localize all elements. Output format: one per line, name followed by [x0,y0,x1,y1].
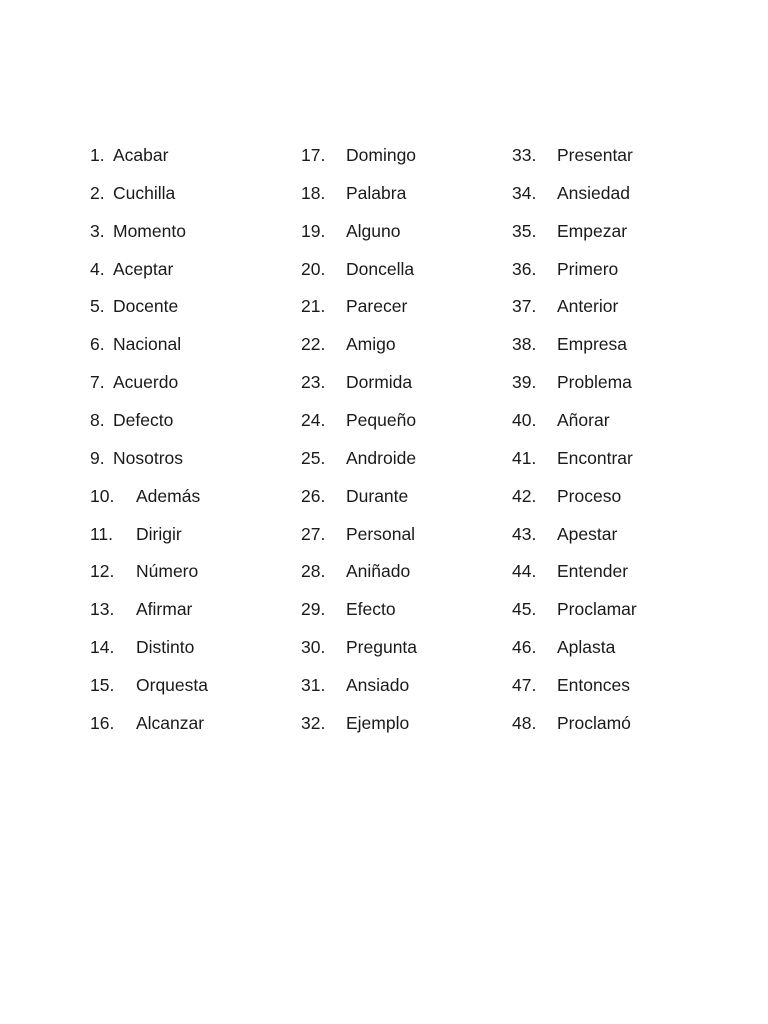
item-number: 38. [512,334,537,355]
item-word: Problema [557,372,632,393]
item-number: 41. [512,447,537,468]
item-number: 10. [90,485,115,506]
item-word: Docente [113,296,179,317]
item-number: 28. [301,561,326,582]
item-number: 39. [512,372,537,393]
item-number: 36. [512,258,537,279]
item-word: Afirmar [136,599,193,620]
item-word: Número [136,561,199,582]
item-number: 24. [301,410,326,431]
item-number: 37. [512,296,537,317]
item-number: 13. [90,599,115,620]
item-number: 20. [301,258,326,279]
item-word: Proclamar [557,599,637,620]
item-word: Proceso [557,485,622,506]
item-number: 15. [90,675,115,696]
item-word: Dormida [346,372,413,393]
item-word: Ansiedad [557,182,630,203]
item-number: 1. [90,145,105,165]
item-number: 34. [512,182,537,203]
item-word: Pequeño [346,410,417,431]
item-word: Acabar [113,145,169,165]
item-word: Encontrar [557,447,633,468]
item-number: 8. [90,410,105,431]
item-number: 7. [90,372,105,393]
item-word: Domingo [346,145,417,165]
item-word: Primero [557,258,619,279]
item-number: 27. [301,523,326,544]
item-number: 30. [301,637,326,658]
item-word: Nosotros [113,447,184,468]
item-number: 29. [301,599,326,620]
item-number: 33. [512,145,537,165]
item-number: 3. [90,220,105,241]
item-number: 2. [90,182,105,203]
item-number: 25. [301,447,326,468]
item-word: Dirigir [136,523,182,544]
item-number: 11. [90,523,114,544]
item-number: 12. [90,561,115,582]
item-word: Palabra [346,182,407,203]
item-word: Pregunta [346,637,418,658]
item-number: 16. [90,712,115,733]
item-word: Aniñado [346,561,411,582]
item-word: Empresa [557,334,628,355]
item-word: Ansiado [346,675,410,696]
item-number: 5. [90,296,105,317]
item-word: Presentar [557,145,633,165]
item-number: 45. [512,599,537,620]
item-word: Anterior [557,296,619,317]
item-number: 42. [512,485,537,506]
item-number: 14. [90,637,115,658]
item-word: Alguno [346,220,401,241]
item-word: Apestar [557,523,618,544]
item-word: Proclamó [557,712,631,733]
item-number: 31. [301,675,326,696]
item-word: Además [136,485,201,506]
item-word: Efecto [346,599,396,620]
item-number: 17. [301,145,326,165]
item-number: 44. [512,561,537,582]
item-word: Añorar [557,410,610,431]
item-word: Aplasta [557,637,616,658]
item-word: Acuerdo [113,372,179,393]
item-number: 26. [301,485,326,506]
item-number: 47. [512,675,537,696]
item-number: 46. [512,637,537,658]
item-number: 21. [301,296,326,317]
item-word: Androide [346,447,417,468]
item-number: 19. [301,220,326,241]
item-number: 40. [512,410,537,431]
item-word: Alcanzar [136,712,205,733]
item-word: Entonces [557,675,630,696]
item-number: 9. [90,447,105,468]
item-number: 48. [512,712,537,733]
item-word: Momento [113,220,186,241]
item-word: Amigo [346,334,396,355]
item-number: 6. [90,334,105,355]
item-word: Ejemplo [346,712,410,733]
item-word: Distinto [136,637,195,658]
item-word: Empezar [557,220,628,241]
item-number: 18. [301,182,326,203]
item-number: 23. [301,372,326,393]
item-number: 35. [512,220,537,241]
item-word: Orquesta [136,675,208,696]
item-word: Parecer [346,296,408,317]
item-number: 22. [301,334,326,355]
item-word: Doncella [346,258,415,279]
item-number: 32. [301,712,326,733]
item-word: Defecto [113,410,174,431]
item-word: Aceptar [113,258,174,279]
item-word: Durante [346,485,409,506]
item-word: Personal [346,523,416,544]
item-number: 43. [512,523,537,544]
item-number: 4. [90,258,105,279]
item-word: Nacional [113,334,182,355]
item-word: Entender [557,561,629,582]
item-word: Cuchilla [113,182,176,203]
